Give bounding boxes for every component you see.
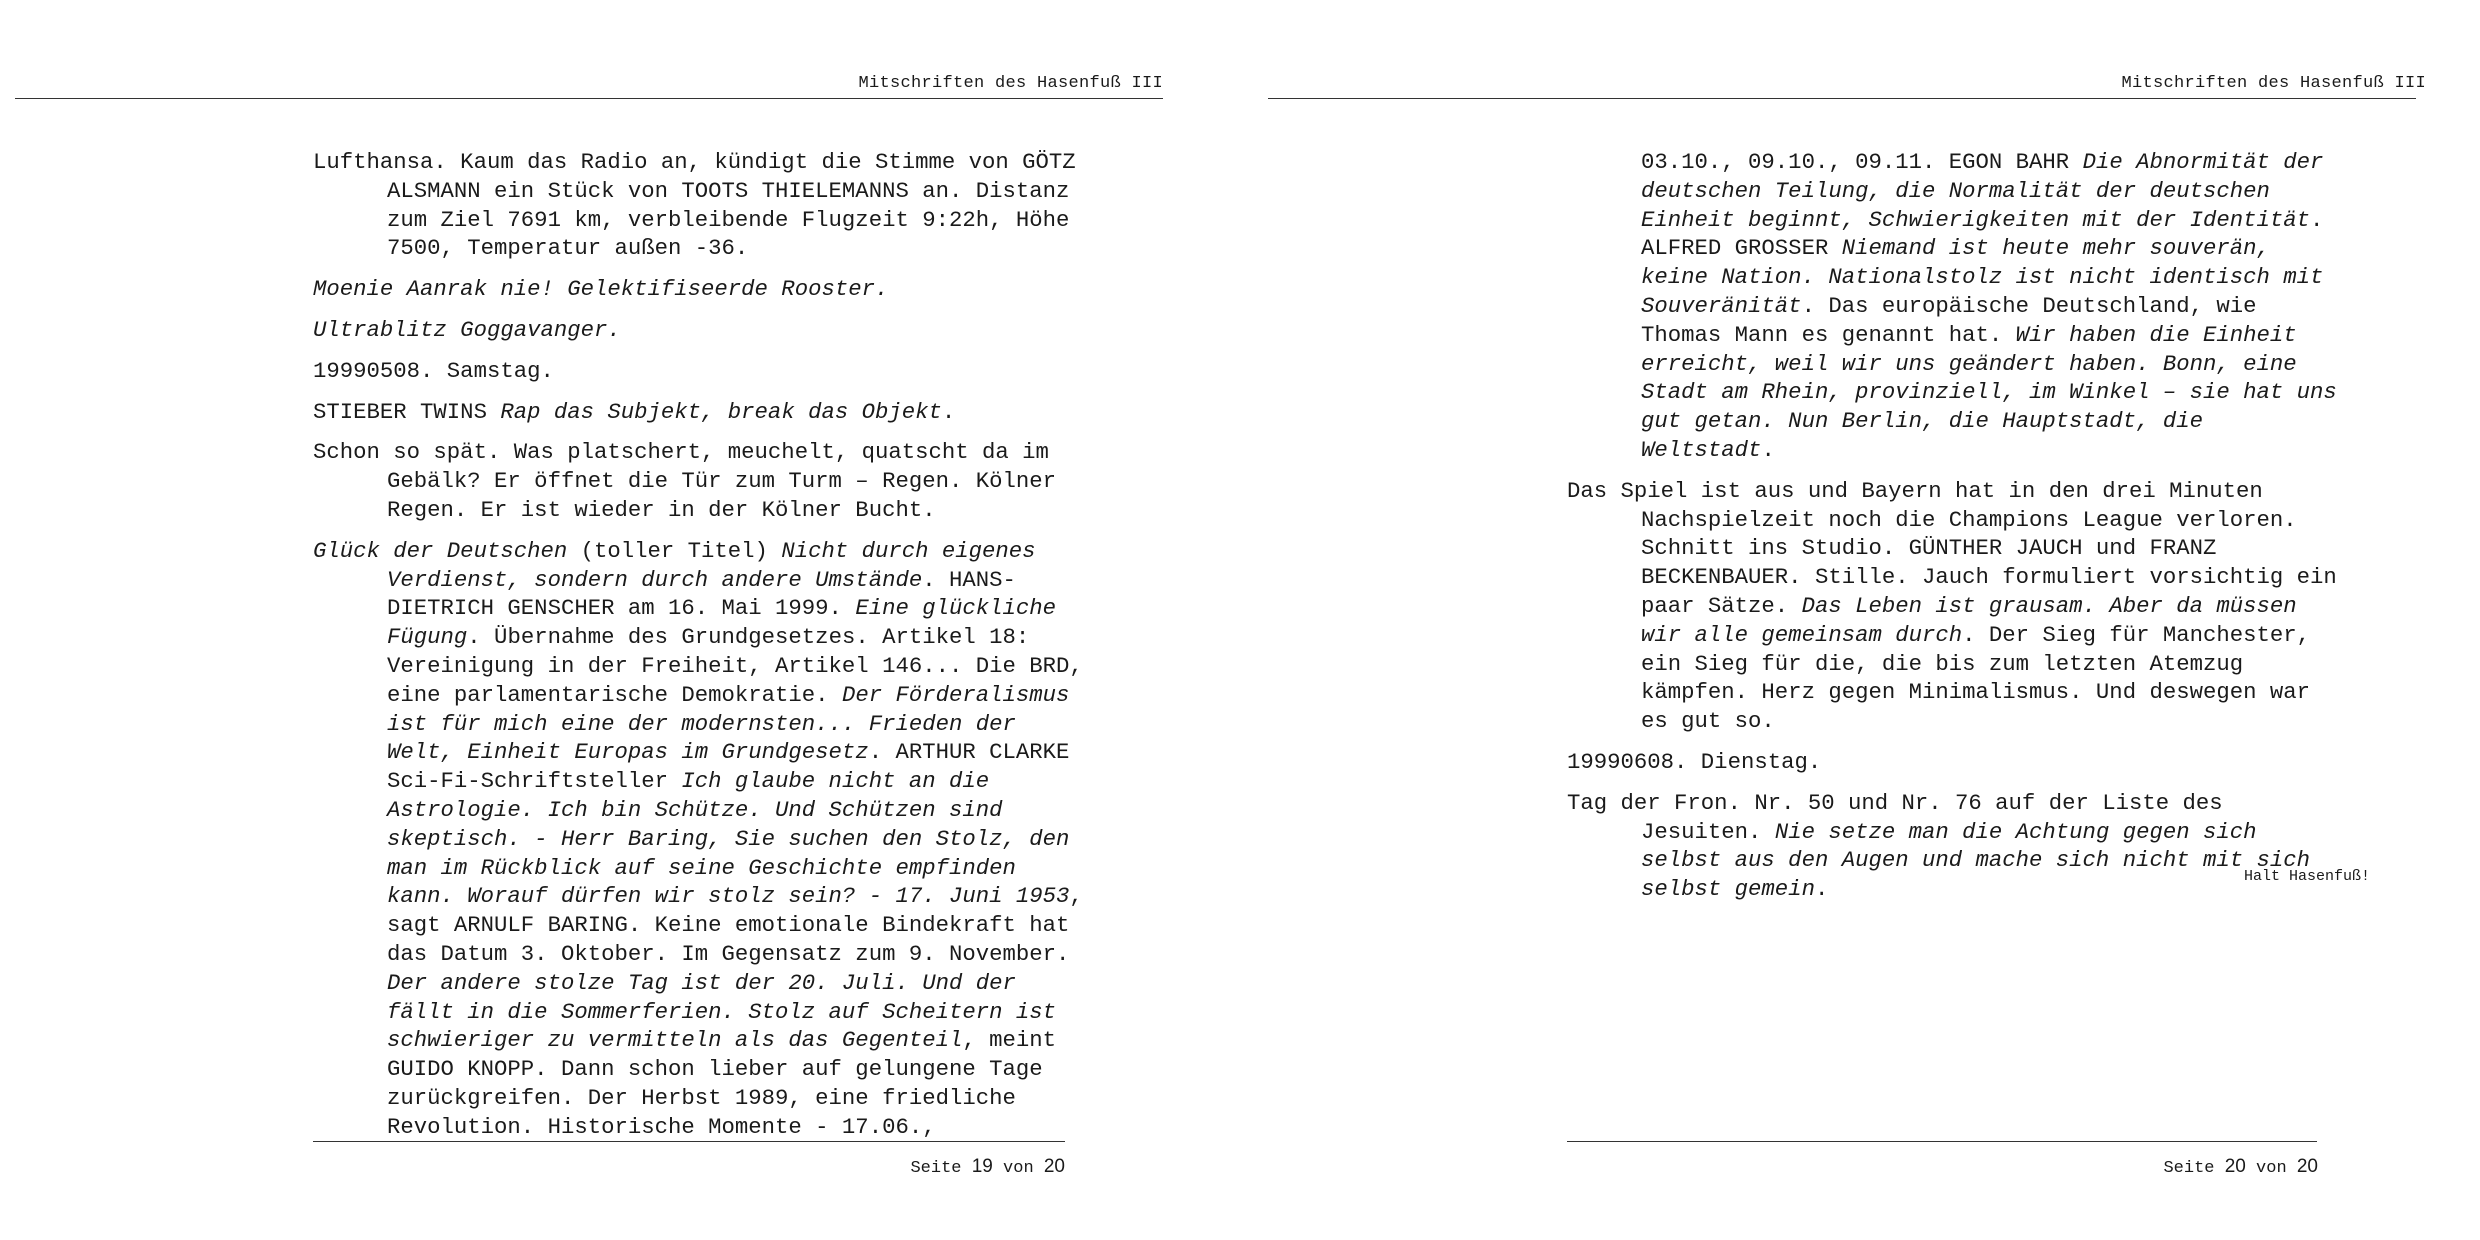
italic-quote: Rap das Subjekt, break das Objekt xyxy=(500,398,942,425)
paragraph xyxy=(313,357,1083,386)
paragraph xyxy=(1567,148,2337,465)
paragraph xyxy=(313,148,1083,263)
paragraph xyxy=(313,398,1083,427)
paragraph xyxy=(1567,477,2337,736)
italic-quote: Der Förderalismus ist für mich eine der modernsten... Frieden der Welt, Einheit Europas im Grundgesetz xyxy=(387,681,1070,766)
text-run: . xyxy=(1761,436,1775,463)
footer-of: von xyxy=(2256,1159,2287,1178)
text-run: , meint GUIDO KNOPP. Dann schon lieber auf gelungene Tage zurückgreifen. Der Herbst 1989, eine friedliche Revolution. Historische Momente - 17.06., xyxy=(387,1027,1057,1140)
body-text xyxy=(1567,148,2337,916)
text-run: . Das europäische Deutschland, wie Thomas Mann es genannt hat. xyxy=(1641,292,2257,348)
italic-quote: Eine glückliche Fügung xyxy=(387,595,1057,651)
italic-quote: Ultrablitz Goggavanger. xyxy=(313,316,621,343)
page-total: 20 xyxy=(1043,1156,1065,1177)
text-run: 03.10., 09.10., 09.11. EGON BAHR xyxy=(1641,149,2083,175)
paragraph xyxy=(313,537,1083,1142)
text-run: . Übernahme des Grundgesetzes. Artikel 18: Vereinigung in der Freiheit, Artikel 146... Die BRD, eine parlamentarische Demokratie. xyxy=(387,624,1083,708)
italic-quote: Ich glaube nicht an die Astrologie. Ich bin Schütze. Und Schützen sind skeptisch. - Herr Baring, Sie suchen den Stolz, den man im Rückblick auf seine Geschichte empfinden kann. Worauf dürfen wir stolz sein? - 17. Juni 1953 xyxy=(387,768,1070,910)
paragraph xyxy=(313,275,1083,304)
footer-rule xyxy=(313,1141,1065,1142)
text-run: Lufthansa. Kaum das Radio an, kündigt die Stimme von GÖTZ ALSMANN ein Stück von TOOTS THIELEMANNS an. Distanz zum Ziel 7691 km, verbleibende Flugzeit 9:22h, Höhe 7500, Temperatur außen -36. xyxy=(313,149,1076,262)
footer-prefix: Seite xyxy=(2163,1159,2215,1178)
text-run: (toller Titel) xyxy=(567,537,782,564)
text-run: , sagt ARNULF BARING. Keine emotionale Bindekraft hat das Datum 3. Oktober. Im Gegensatz zum 9. November. xyxy=(387,883,1083,967)
text-run: . xyxy=(1814,876,1829,903)
header-rule xyxy=(15,98,1163,99)
text-run: 19990608. Dienstag. xyxy=(1567,748,1822,775)
text-run: . HANS-DIETRICH GENSCHER am 16. Mai 1999. xyxy=(387,566,1016,622)
page-total: 20 xyxy=(2296,1156,2318,1177)
text-run: Das Spiel ist aus und Bayern hat in den drei Minuten Nachspielzeit noch die Champions League verloren. Schnitt ins Studio. GÜNTHER JAUCH und FRANZ BECKENBAUER. Stille. Jauch formuliert vorsichtig ein paar Sätze. xyxy=(1567,477,2337,619)
running-head: Mitschriften des Hasenfuß III xyxy=(858,74,1163,93)
paragraph xyxy=(313,438,1083,524)
italic-quote: Moenie Aanrak nie! Gelektifiseerde Rooster. xyxy=(313,276,889,303)
italic-quote: Der andere stolze Tag ist der 20. Juli. Und der fällt in die Sommerferien. Stolz auf Scheitern ist schwieriger zu vermitteln als das Gegenteil xyxy=(387,969,1057,1054)
body-text xyxy=(313,148,1083,1154)
header-rule xyxy=(1268,98,2416,99)
text-run: Tag der Fron. Nr. 50 und Nr. 76 auf der Liste des Jesuiten. xyxy=(1567,789,2223,845)
page-right xyxy=(1254,0,2480,1240)
italic-quote: Nie setze man die Achtung gegen sich selbst aus den Augen und mache sich nicht mit sich selbst gemein xyxy=(1641,818,2311,903)
text-run: . ALFRED GROSSER xyxy=(1641,206,2324,262)
paragraph xyxy=(1567,789,2337,904)
page-number: 19 xyxy=(971,1156,993,1177)
italic-quote: Glück der Deutschen xyxy=(313,537,568,564)
text-run: 19990508. Samstag. xyxy=(313,357,554,384)
text-run: Schon so spät. Was platschert, meuchelt, quatscht da im Gebälk? Er öffnet die Tür zum Turm – Regen. Kölner Regen. Er ist wieder in der Kölner Bucht. xyxy=(313,439,1057,523)
footer-of: von xyxy=(1003,1159,1034,1178)
italic-quote: Nicht durch eigenes Verdienst, sondern durch andere Umstände xyxy=(387,537,1036,593)
page-footer xyxy=(2163,1156,2318,1178)
footer-rule xyxy=(1567,1141,2317,1142)
italic-quote: Die Abnormität der deutschen Teilung, die Normalität der deutschen Einheit beginnt, Schwierigkeiten mit der Identität xyxy=(1641,149,2324,233)
italic-quote: Niemand ist heute mehr souverän, keine Nation. Nationalstolz ist nicht identisch mit Souveränität xyxy=(1641,235,2324,319)
text-run: . Der Sieg für Manchester, ein Sieg für die, die bis zum letzten Atemzug kämpfen. Herz gegen Minimalismus. Und deswegen war es gut so. xyxy=(1641,621,2311,735)
italic-quote: Wir haben die Einheit erreicht, weil wir uns geändert haben. Bonn, eine Stadt am Rhein, provinziell, im Winkel – sie hat uns gut getan. Nun Berlin, die Hauptstadt, die Weltstadt xyxy=(1641,321,2337,463)
running-head: Mitschriften des Hasenfuß III xyxy=(2121,74,2426,93)
closing-line: Halt Hasenfuß! xyxy=(2243,868,2370,885)
page-number: 20 xyxy=(2224,1156,2246,1177)
footer-prefix: Seite xyxy=(910,1159,962,1178)
text-run: . ARTHUR CLARKE Sci-Fi-Schriftsteller xyxy=(387,739,1070,795)
paragraph xyxy=(313,316,1083,345)
page-footer xyxy=(910,1156,1065,1178)
text-run: STIEBER TWINS xyxy=(313,398,501,425)
italic-quote: Das Leben ist grausam. Aber da müssen wir alle gemeinsam durch xyxy=(1641,592,2297,648)
paragraph xyxy=(1567,748,2337,777)
text-run: . xyxy=(941,398,956,425)
